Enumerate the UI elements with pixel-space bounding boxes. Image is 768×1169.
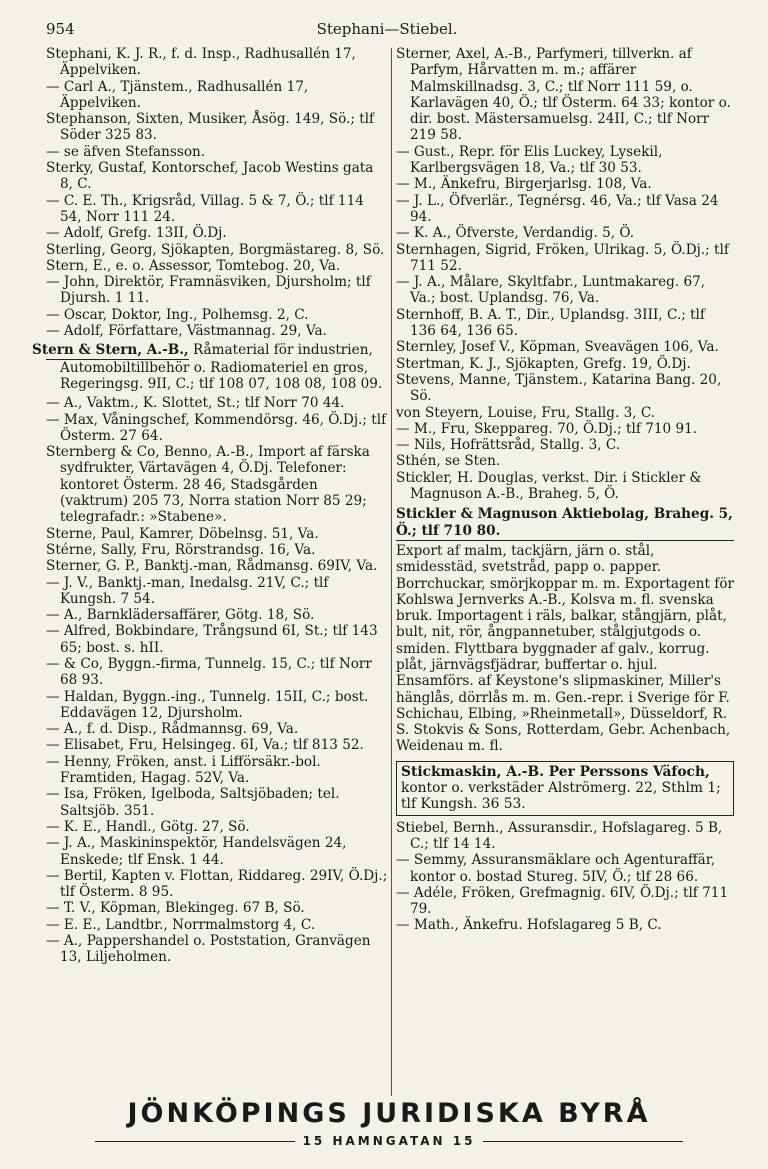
list-item: — A., Pappershandel o. Poststation, Granvägen 13, Liljeholmen. xyxy=(46,933,371,966)
list-item: Sterling, Georg, Sjökapten, Borgmästareg. 8, Sö. xyxy=(46,241,385,258)
list-item: Sthén, se Sten. xyxy=(396,453,501,470)
stern-advert-text: Råmaterial för industrien, Automobiltillbehör o. Radiomateriel en gros, Regeringsg. 9II, C.; tlf 108 07, 108 08, 108 09. xyxy=(60,342,383,392)
list-item: Sterne, Paul, Kamrer, Döbelnsg. 51, Va. xyxy=(46,525,319,542)
list-item: Sterky, Gustaf, Kontorschef, Jacob Westins gata 8, C. xyxy=(46,160,374,193)
column-divider xyxy=(391,48,392,1096)
list-item: — M., Änkefru, Birgerjarlsg. 108, Va. xyxy=(396,176,652,193)
list-item: — J. A., Maskininspektör, Handelsvägen 24, Enskede; tlf Ensk. 1 44. xyxy=(46,835,347,868)
list-item: — Nils, Hofrättsråd, Stallg. 3, C. xyxy=(396,437,621,454)
list-item: — Haldan, Byggn.-ing., Tunnelg. 15II, C.; bost. Eddavägen 12, Djursholm. xyxy=(46,688,369,721)
list-item: — John, Direktör, Framnäsviken, Djursholm; tlf Djursh. 1 11. xyxy=(46,274,371,307)
list-item: — Isa, Fröken, Igelboda, Saltsjöbaden; tel. Saltsjöb. 351. xyxy=(46,786,340,819)
banner-rule-right xyxy=(483,1141,683,1143)
list-item: — C. E. Th., Krigsråd, Villag. 5 & 7, Ö.; tlf 114 54, Norr 111 24. xyxy=(46,192,364,225)
banner-title: JÖNKÖPINGS JURIDISKA BYRÅ xyxy=(127,1098,651,1129)
list-item: — J. L., Öfverlär., Tegnérsg. 46, Va.; tlf Vasa 24 94. xyxy=(396,192,719,225)
list-item: — Alfred, Bokbindare, Trångsund 6I, St.; tlf 143 65; bost. s. hII. xyxy=(46,623,378,656)
banner-subtitle-text: 15 HAMNGATAN 15 xyxy=(302,1134,476,1148)
list-item: von Steyern, Louise, Fru, Stallg. 3, C. xyxy=(396,404,656,421)
stickler-advert-head: Stickler & Magnuson Aktiebolag, Braheg. 5, Ö.; tlf 710 80. xyxy=(396,506,734,541)
list-item: — Adolf, Grefg. 13II, Ö.Dj. xyxy=(46,225,227,242)
list-item: Sternhoff, B. A. T., Dir., Uplandsg. 3III, C.; tlf 136 64, 136 65. xyxy=(396,306,705,340)
right-column xyxy=(396,46,734,934)
list-item: — M., Fru, Skeppareg. 70, Ö.Dj.; tlf 710 91. xyxy=(396,420,698,437)
list-item: — J. A., Målare, Skyltfabr., Luntmakareg. 67, Va.; bost. Uplandsg. 76, Va. xyxy=(396,274,706,307)
list-item: — Semmy, Assuransmäklare och Agenturaffär, kontor o. bostad Stureg. 5IV, Ö.; tlf 28 66. xyxy=(396,852,716,885)
list-item: — Carl A., Tjänstem., Radhusallén 17, Äppelviken. xyxy=(46,78,309,111)
list-item: — Oscar, Doktor, Ing., Polhemsg. 2, C. xyxy=(46,306,309,323)
list-item: — Elisabet, Fru, Helsingeg. 6I, Va.; tlf 813 52. xyxy=(46,737,364,754)
list-item: — Gust., Repr. för Elis Luckey, Lysekil, Karlbergsvägen 18, Va.; tlf 30 53. xyxy=(396,143,663,177)
list-item: — Henny, Fröken, anst. i Lifförsäkr.-bol. Framtiden, Hagag. 52V, Va. xyxy=(46,753,321,787)
page-title: Stephani—Stiebel. xyxy=(316,20,458,38)
list-item: — Math., Änkefru. Hofslagareg 5 B, C. xyxy=(396,917,662,934)
stickler-advert xyxy=(396,506,734,754)
page-number: 954 xyxy=(46,20,75,38)
list-item: — K. E., Handl., Götg. 27, Sö. xyxy=(46,818,250,835)
list-item: Sternberg & Co, Benno, A.-B., Import af färska sydfrukter, Värtavägen 4, Ö.Dj. Telefoner: kontoret Österm. 28 46, Stadsgården (vaktrum) 205 73, Norra station Norr 85 29; telegrafadr.: »Stabene». xyxy=(46,444,370,526)
list-item: — A., Vaktm., K. Slottet, St.; tlf Norr 70 44. xyxy=(46,395,345,412)
list-item: Stérne, Sally, Fru, Rörstrandsg. 16, Va. xyxy=(46,541,316,558)
list-item: Stickler, H. Douglas, verkst. Dir. i Stickler & Magnuson A.-B., Braheg. 5, Ö. xyxy=(396,469,702,503)
list-item: — A., f. d. Disp., Rådmannsg. 69, Va. xyxy=(46,721,299,738)
banner-subtitle xyxy=(46,1134,732,1148)
page-header xyxy=(46,20,728,42)
list-item: — Bertil, Kapten v. Flottan, Riddareg. 29IV, Ö.Dj.; tlf Österm. 8 95. xyxy=(46,867,388,901)
list-item: — Max, Våningschef, Kommendörsg. 46, Ö.Dj.; tlf Österm. 27 64. xyxy=(46,411,387,444)
list-item: — Adolf, Författare, Västmannag. 29, Va. xyxy=(46,323,327,340)
list-item: Stertman, K. J., Sjökapten, Grefg. 19, Ö.Dj. xyxy=(396,355,691,372)
stern-advert xyxy=(32,342,388,392)
stickmaskin-advert-name: Stickmaskin, A.-B. Per Perssons Väfoch, xyxy=(401,763,710,780)
list-item: — & Co, Byggn.-firma, Tunnelg. 15, C.; tlf Norr 68 93. xyxy=(46,655,372,689)
stickmaskin-advert-text: kontor o. verkstäder Alströmerg. 22, Sthlm 1; tlf Kungsh. 36 53. xyxy=(401,780,721,813)
list-item: — K. A., Öfverste, Verdandig. 5, Ö. xyxy=(396,225,635,242)
stickler-advert-body: Export af malm, tackjärn, järn o. stål, smidesstäd, svetstråd, papp o. papper. Borrchuckar, smörjkoppar m. m. Exportagent för Kohlswa Jernverks A.-B., Kolsva m. fl. svenska bruk. Importagent i räls, balkar, stångjärn, plåt, bult, nit, rör, ångpannetuber, stålgjutgods o. smiden. Flyttbara byggnader af galv., korrug. plåt, järnvägsfjädrar, buffertar o. hjul. Ensamförs. af Keystone's slipmaskiner, Miller's hänglås, dörrlås m. m. Gen.-repr. i Sverige för F. Schichau, Elbing, »Rheinmetall», Düsseldorf, R. S. Stokvis & Sons, Rotterdam, Gebr. Achenbach, Weidenau m. fl. xyxy=(396,542,735,755)
stickmaskin-advert xyxy=(396,761,734,816)
list-item: Sternley, Josef V., Köpman, Sveavägen 106, Va. xyxy=(396,339,719,356)
list-item: Stiebel, Bernh., Assuransdir., Hofslagareg. 5 B, C.; tlf 14 14. xyxy=(396,819,723,852)
banner-rule-left xyxy=(95,1141,295,1143)
list-item: — J. V., Banktj.-man, Inedalsg. 21V, C.; tlf Kungsh. 7 54. xyxy=(46,574,329,607)
list-item: — se äfven Stefansson. xyxy=(46,143,206,160)
list-item: Stephanson, Sixten, Musiker, Åsög. 149, Sö.; tlf Söder 325 83. xyxy=(46,111,375,144)
left-column xyxy=(32,46,388,966)
list-item: Stevens, Manne, Tjänstem., Katarina Bang. 20, Sö. xyxy=(396,371,722,405)
list-item: — E. E., Landtbr., Norrmalmstorg 4, C. xyxy=(46,916,316,933)
list-item: — T. V., Köpman, Blekingeg. 67 B, Sö. xyxy=(46,900,305,917)
list-item: — Adéle, Fröken, Grefmagnig. 6IV, Ö.Dj.; tlf 711 79. xyxy=(396,884,729,918)
stern-advert-name: Stern & Stern, A.-B., xyxy=(32,342,189,359)
list-item: Stephani, K. J. R., f. d. Insp., Radhusallén 17, Äppelviken. xyxy=(46,46,356,79)
list-item: Sterner, G. P., Banktj.-man, Rådmansg. 69IV, Va. xyxy=(46,558,378,575)
list-item: — A., Barnklädersaffärer, Götg. 18, Sö. xyxy=(46,607,315,624)
list-item: Stern, E., e. o. Assessor, Tomtebog. 20, Va. xyxy=(46,257,341,274)
list-item: Sternhagen, Sigrid, Fröken, Ulrikag. 5, Ö.Dj.; tlf 711 52. xyxy=(396,241,729,274)
list-item: Sterner, Axel, A.-B., Parfymeri, tillverkn. af Parfym, Hårvatten m. m.; affärer Malmskillnadsg. 3, C.; tlf Norr 111 59, o. Karlavägen 40, Ö.; tlf Österm. 64 33; kontor o. dir. bost. Mästersamuelsg. 24II, C.; tlf Norr 219 58. xyxy=(396,46,731,144)
